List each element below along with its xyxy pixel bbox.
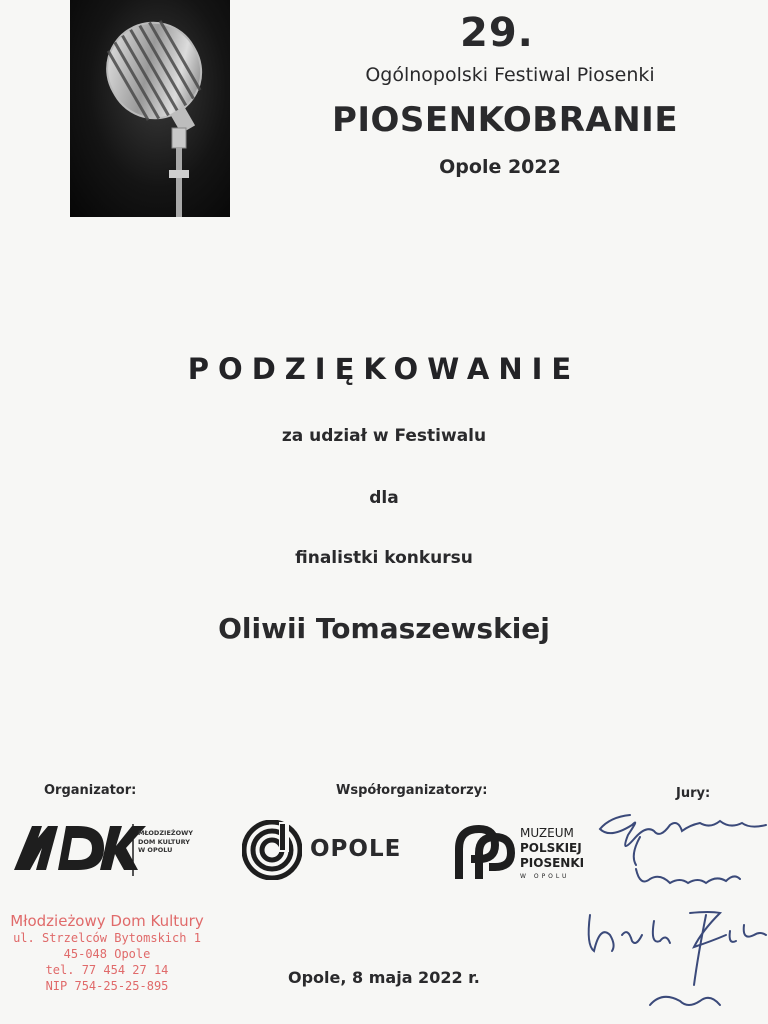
jury-label: Jury:: [676, 786, 711, 801]
stamp-address: ul. Strzelców Bytomskich 1: [13, 931, 201, 945]
mdk-sub-line: DOM KULTURY: [138, 837, 190, 846]
mpp-line: MUZEUM: [520, 826, 574, 840]
coorganizers-label: Współorganizatorzy:: [336, 783, 488, 798]
certificate-title: PODZIĘKOWANIE: [187, 352, 581, 386]
stamp-postcode: 45-048 Opole: [63, 947, 151, 961]
mdk-sub-line: MŁODZIEŻOWY: [138, 829, 194, 837]
for-line: dla: [369, 488, 399, 508]
mdk-sub-line: W OPOLU: [138, 846, 173, 854]
organizer-label: Organizator:: [44, 783, 137, 798]
mpp-logo-icon: [455, 823, 515, 883]
stamp-nip: NIP 754-25-25-895: [45, 979, 169, 993]
opole-logo-icon: [242, 820, 302, 880]
mpp-small-line: W OPOLU: [520, 873, 570, 880]
festival-subtitle: Ogólnopolski Festiwal Piosenki: [365, 64, 655, 86]
mpp-line: PIOSENKI: [520, 856, 585, 870]
jury-signatures-icon: [570, 795, 768, 1024]
participation-line: za udział w Festiwalu: [281, 426, 487, 446]
finalist-line: finalistki konkursu: [295, 548, 473, 568]
festival-name: PIOSENKOBRANIE: [331, 100, 679, 140]
institution-stamp: [2, 912, 212, 994]
mdk-logo-subtitle: [138, 829, 208, 855]
opole-logo-text: OPOLE: [310, 836, 402, 862]
stamp-name: Młodzieżowy Dom Kultury: [10, 912, 204, 930]
issue-date: Opole, 8 maja 2022 r.: [288, 968, 480, 987]
microphone-photo: [70, 0, 230, 217]
festival-city-year: Opole 2022: [439, 156, 561, 178]
stamp-phone: tel. 77 454 27 14: [45, 963, 169, 977]
recipient-name: Oliwii Tomaszewskiej: [218, 612, 550, 645]
festival-edition: 29.: [460, 10, 534, 56]
mpp-line: POLSKIEJ: [520, 841, 582, 855]
microphone-icon: [70, 0, 230, 217]
